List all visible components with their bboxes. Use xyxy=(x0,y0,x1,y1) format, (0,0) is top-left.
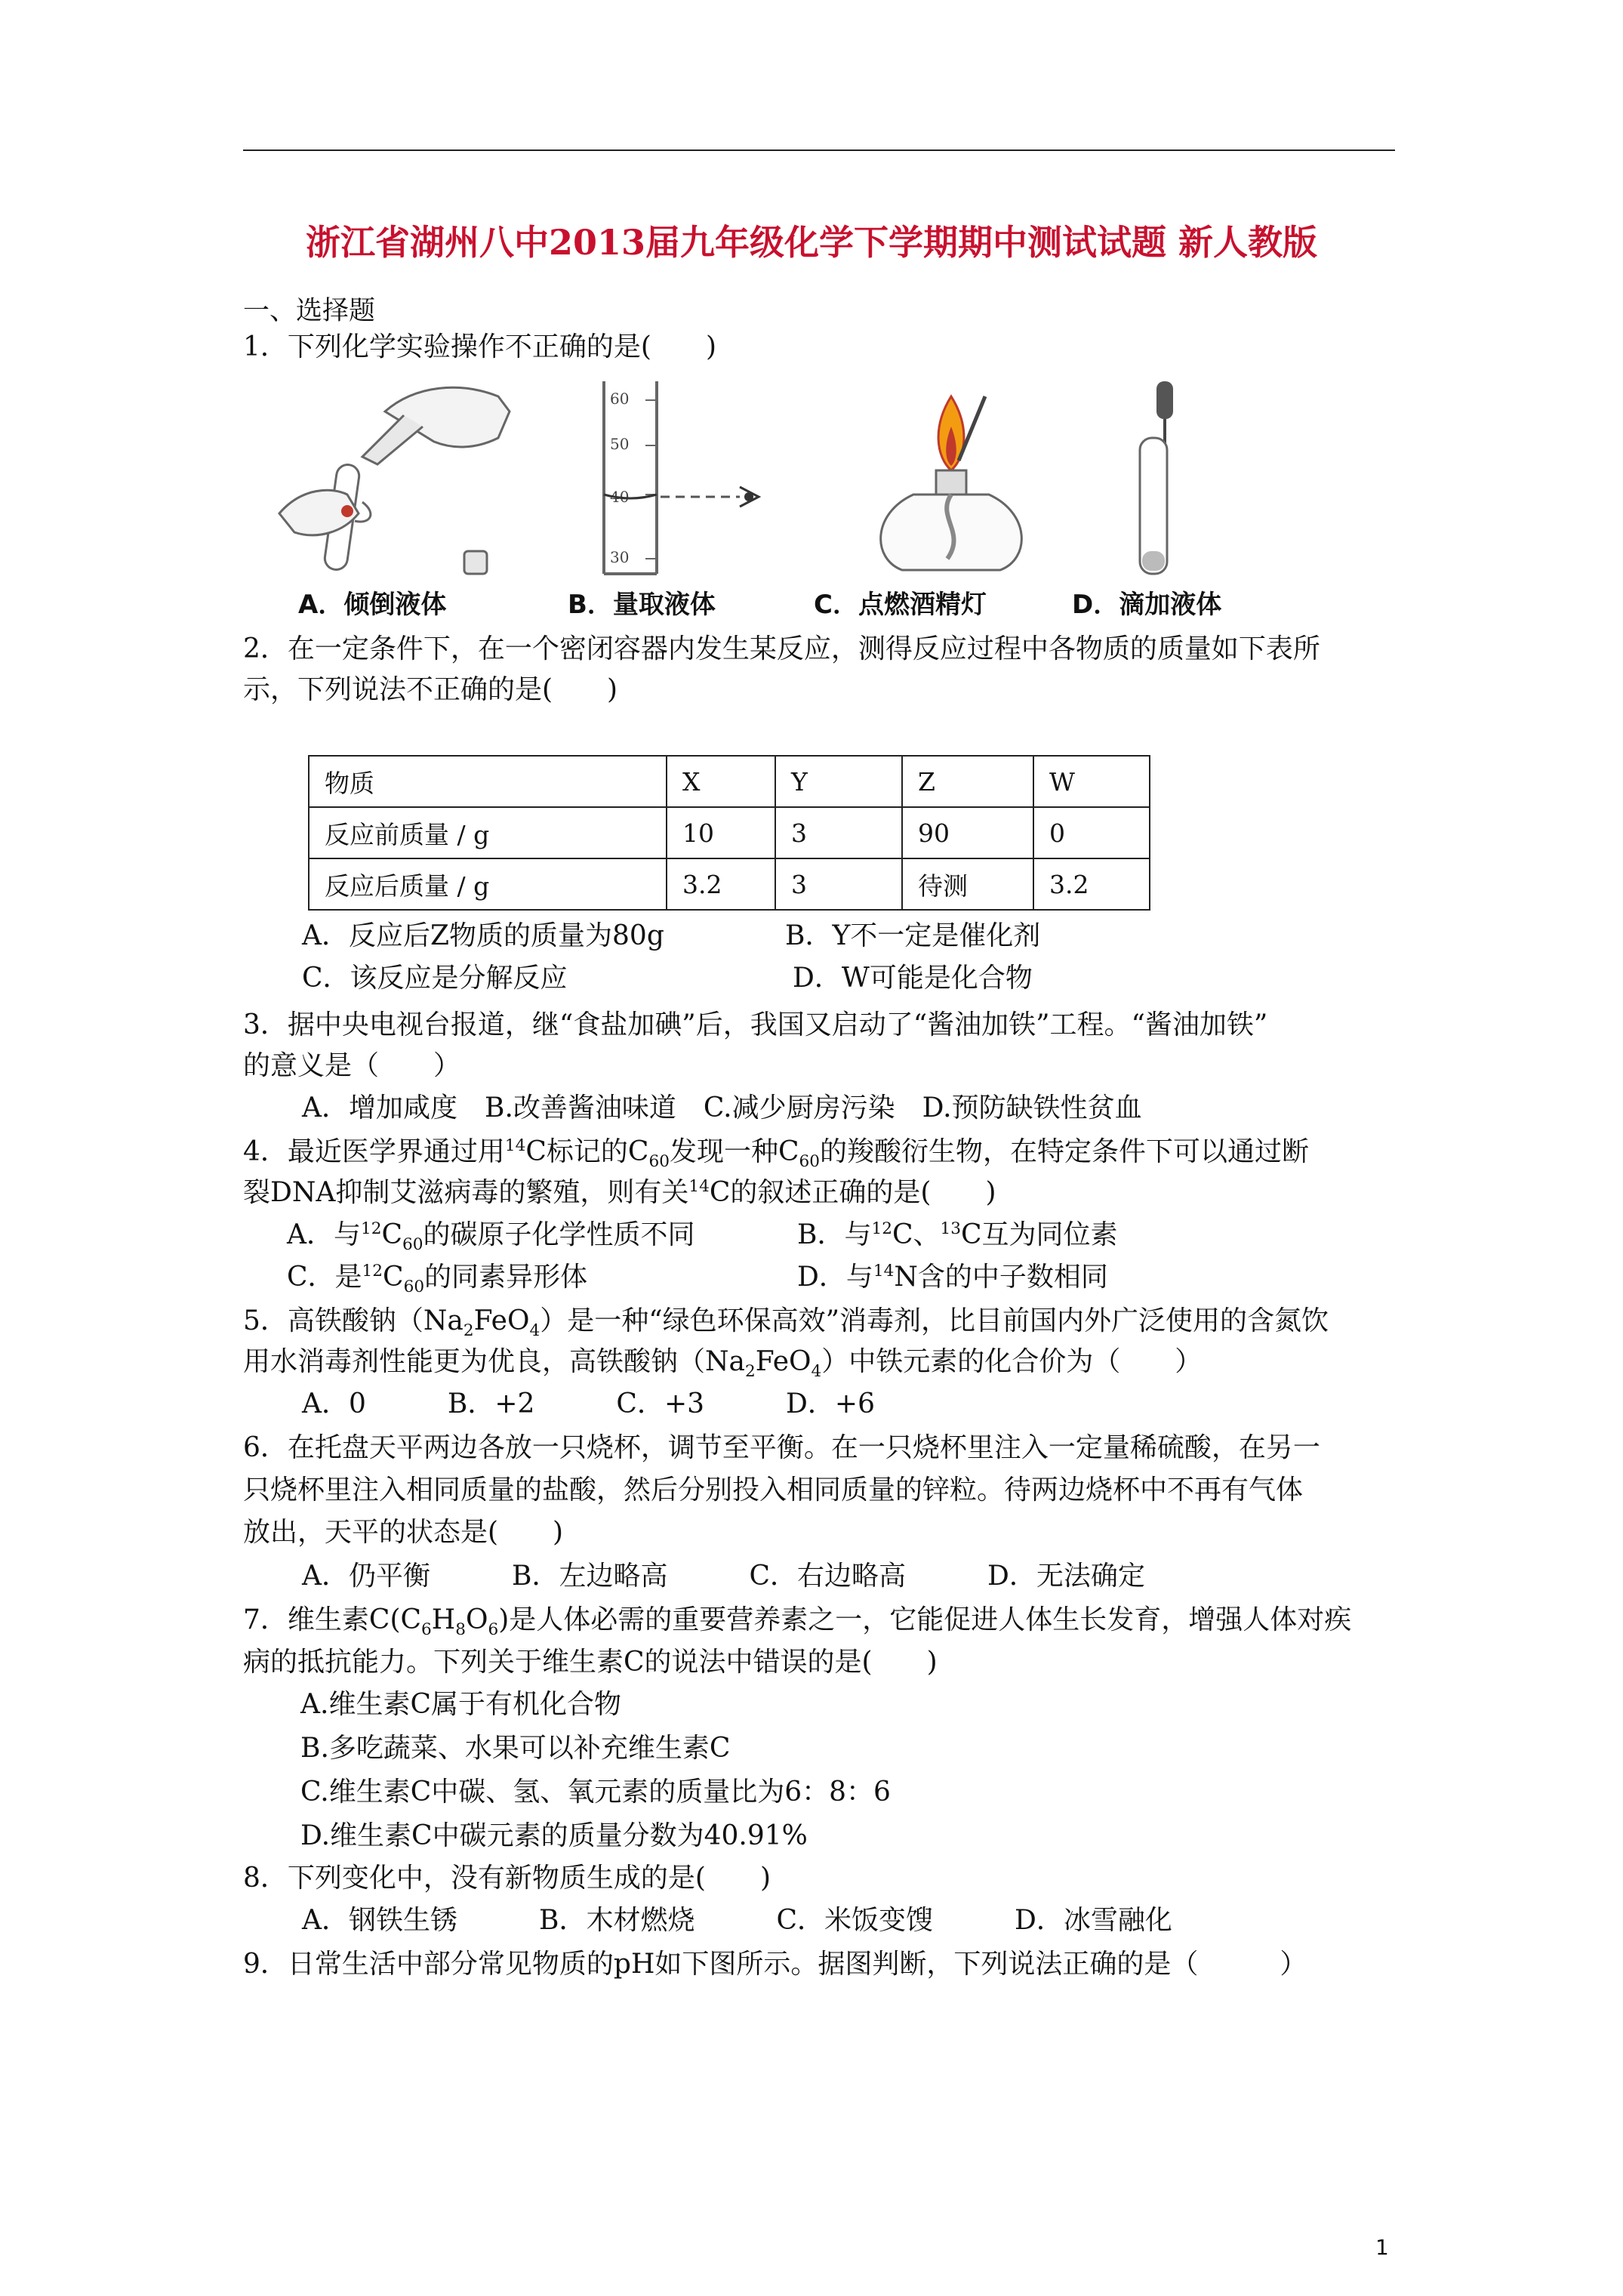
q2-option-c: C．该反应是分解反应 xyxy=(302,963,568,994)
q7-stem-line1: 7．维生素$C(C_6H_8O_6)$是人体必需的重要营养素之一，它能促进人体生长发育，增强人体对疾 xyxy=(243,1604,1352,1640)
table-cell: 3.2 xyxy=(1033,858,1150,910)
q4-option-d: D．与$^{14}$N含的中子数相同 xyxy=(797,1262,1108,1293)
q6-options: A．仍平衡 B．左边略高 C．右边略高 D．无法确定 xyxy=(302,1561,1145,1592)
q7-option-c: C.维生素C中碳、氢、氧元素的质量比为6：8：6 xyxy=(300,1777,891,1808)
tick-60: 60 xyxy=(610,390,630,408)
q5-stem-line2: 用水消毒剂性能更为优良，高铁酸钠$(Na_2FeO_4)$中铁元素的化合价为（ ） xyxy=(243,1346,1203,1382)
table-cell: X xyxy=(667,756,775,807)
table-cell: 待测 xyxy=(902,858,1033,910)
header-rule xyxy=(243,149,1395,151)
table-cell: 反应前质量 / g xyxy=(309,807,667,858)
q8-options: A．钢铁生锈 B．木材燃烧 C．米饭变馊 D．冰雪融化 xyxy=(302,1905,1172,1936)
q2-option-d: D．W可能是化合物 xyxy=(793,963,1033,994)
q2-stem-line1: 2．在一定条件下，在一个密闭容器内发生某反应，测得反应过程中各物质的质量如下表所 xyxy=(243,633,1320,664)
q7-option-a: A.维生素C属于有机化合物 xyxy=(300,1689,621,1720)
q1-stem: 1．下列化学实验操作不正确的是( ) xyxy=(243,331,716,362)
q4-stem-line2: 裂DNA抑制艾滋病毒的繁殖，则有关$^{14}$C的叙述正确的是( ) xyxy=(243,1177,996,1208)
q4-option-b: B．与$^{12}$C、$^{13}$C互为同位素 xyxy=(797,1219,1118,1250)
q7-option-d: D.维生素C中碳元素的质量分数为40.91% xyxy=(300,1820,808,1851)
measuring-cylinder-figure xyxy=(589,381,770,578)
table-cell: 3 xyxy=(775,807,902,858)
q3-options: A．增加咸度 B.改善酱油味道 C.减少厨房污染 D.预防缺铁性贫血 xyxy=(302,1093,1142,1123)
table-cell: 10 xyxy=(667,807,775,858)
table-cell: 90 xyxy=(902,807,1033,858)
caption-a: A．倾倒液体 xyxy=(298,590,447,620)
section-heading: 一、选择题 xyxy=(243,296,376,326)
caption-d: D．滴加液体 xyxy=(1072,590,1222,620)
table-cell: W xyxy=(1033,756,1150,807)
table-cell: Y xyxy=(775,756,902,807)
table-cell: 3.2 xyxy=(667,858,775,910)
caption-c: C．点燃酒精灯 xyxy=(814,590,987,620)
q7-stem-line2: 病的抵抗能力。下列关于维生素C的说法中错误的是( ) xyxy=(243,1647,938,1678)
q8-stem: 8．下列变化中，没有新物质生成的是( ) xyxy=(243,1863,771,1894)
dropper-figure xyxy=(1117,381,1223,578)
q4-option-c: C．是$^{12}C_{60}$的同素异形体 xyxy=(287,1262,588,1297)
q9-stem: 9．日常生活中部分常见物质的pH如下图所示。据图判断，下列说法正确的是（ ） xyxy=(243,1949,1307,1980)
q2-option-a: A．反应后Z物质的质量为80g xyxy=(302,920,664,951)
table-header-row xyxy=(309,756,1150,807)
q4-option-a: A．与$^{12}C_{60}$的碳原子化学性质不同 xyxy=(287,1219,695,1255)
q2-option-b: B．Y不一定是催化剂 xyxy=(785,920,1041,951)
q5-options: A．0 B．+2 C．+3 D．+6 xyxy=(302,1388,875,1419)
tick-40: 40 xyxy=(610,488,630,506)
page-number: 1 xyxy=(1375,2235,1389,2260)
table-cell: 物质 xyxy=(309,756,667,807)
pouring-liquid-figure xyxy=(272,381,521,578)
table-row xyxy=(309,807,1150,858)
table-cell: 反应后质量 / g xyxy=(309,858,667,910)
tick-50: 50 xyxy=(610,435,630,453)
q7-option-b: B.多吃蔬菜、水果可以补充维生素C xyxy=(300,1733,731,1764)
q6-stem-line1: 6．在托盘天平两边各放一只烧杯，调节至平衡。在一只烧杯里注入一定量稀硫酸，在另一 xyxy=(243,1432,1320,1463)
page-title: 浙江省湖州八中2013届九年级化学下学期期中测试试题 新人教版 xyxy=(305,222,1318,263)
q6-stem-line2: 只烧杯里注入相同质量的盐酸，然后分别投入相同质量的锌粒。待两边烧杯中不再有气体 xyxy=(243,1475,1304,1505)
q3-stem-line2: 的意义是（ ） xyxy=(243,1050,461,1081)
table-cell: 0 xyxy=(1033,807,1150,858)
q6-stem-line3: 放出，天平的状态是( ) xyxy=(243,1517,564,1548)
alcohol-lamp-figure xyxy=(861,381,1042,578)
mass-table xyxy=(308,755,1150,911)
q4-stem-line1: 4．最近医学界通过用$^{14}$C标记的$C_{60}$发现一种$C_{60}$的羧酸衍生物，在特定条件下可以通过断 xyxy=(243,1136,1310,1172)
table-cell: 3 xyxy=(775,858,902,910)
q2-stem-line2: 示，下列说法不正确的是( ) xyxy=(243,674,618,705)
caption-b: B．量取液体 xyxy=(568,590,716,620)
q3-stem-line1: 3．据中央电视台报道，继“食盐加碘”后，我国又启动了“酱油加铁”工程。“酱油加铁” xyxy=(243,1009,1268,1040)
table-cell: Z xyxy=(902,756,1033,807)
table-row xyxy=(309,858,1150,910)
tick-30: 30 xyxy=(610,548,630,566)
q5-stem-line1: 5．高铁酸钠$(Na_2FeO_4)$是一种“绿色环保高效”消毒剂，比目前国内外广泛使用的含氮饮 xyxy=(243,1305,1329,1341)
